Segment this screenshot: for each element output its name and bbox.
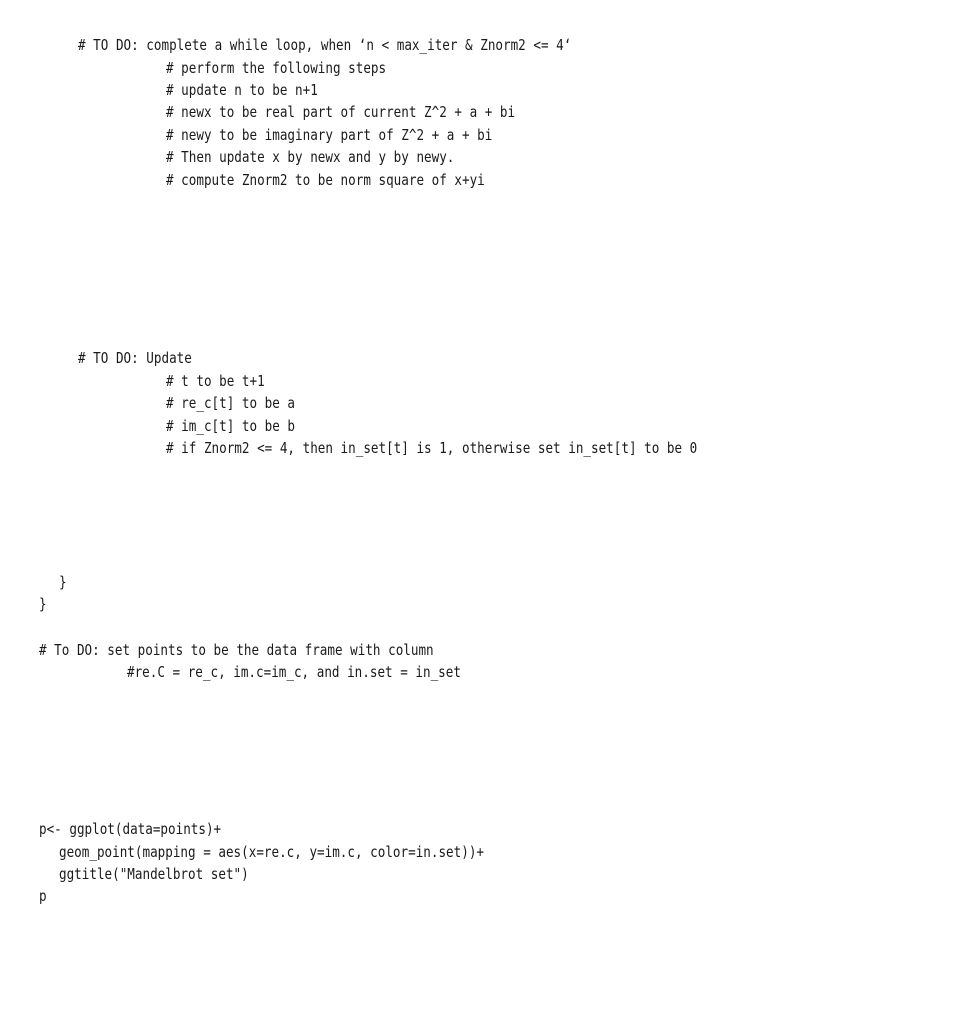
comment-line: # perform the following steps bbox=[166, 59, 387, 77]
closing-brace: } bbox=[39, 595, 47, 613]
print-plot-code-line: p bbox=[39, 887, 47, 905]
comment-line: # newy to be imaginary part of Z^2 + a + bi bbox=[166, 126, 493, 144]
comment-line: # t to be t+1 bbox=[166, 372, 265, 390]
todo-while-loop-comment: # TO DO: complete a while loop, when ‘n < max_iter & Znorm2 <= 4‘ bbox=[78, 36, 572, 54]
ggplot-code-line: p<- ggplot(data=points)+ bbox=[39, 820, 222, 838]
comment-line: #re.C = re_c, im.c=im_c, and in.set = in_set bbox=[127, 663, 461, 681]
comment-line: # compute Znorm2 to be norm square of x+yi bbox=[166, 171, 485, 189]
todo-data-frame-comment: # To DO: set points to be the data frame with column bbox=[39, 641, 434, 659]
geom-point-code-line: geom_point(mapping = aes(x=re.c, y=im.c, color=in.set))+ bbox=[59, 843, 484, 861]
comment-line: # if Znorm2 <= 4, then in_set[t] is 1, otherwise set in_set[t] to be 0 bbox=[166, 439, 698, 457]
comment-line: # update n to be n+1 bbox=[166, 81, 318, 99]
comment-line: # newx to be real part of current Z^2 + a + bi bbox=[166, 103, 516, 121]
comment-line: # im_c[t] to be b bbox=[166, 417, 296, 435]
comment-line: # re_c[t] to be a bbox=[166, 394, 296, 412]
comment-line: # Then update x by newx and y by newy. bbox=[166, 148, 455, 166]
todo-update-comment: # TO DO: Update bbox=[78, 349, 192, 367]
ggtitle-code-line: ggtitle("Mandelbrot set") bbox=[59, 865, 249, 883]
closing-brace: } bbox=[59, 573, 67, 591]
